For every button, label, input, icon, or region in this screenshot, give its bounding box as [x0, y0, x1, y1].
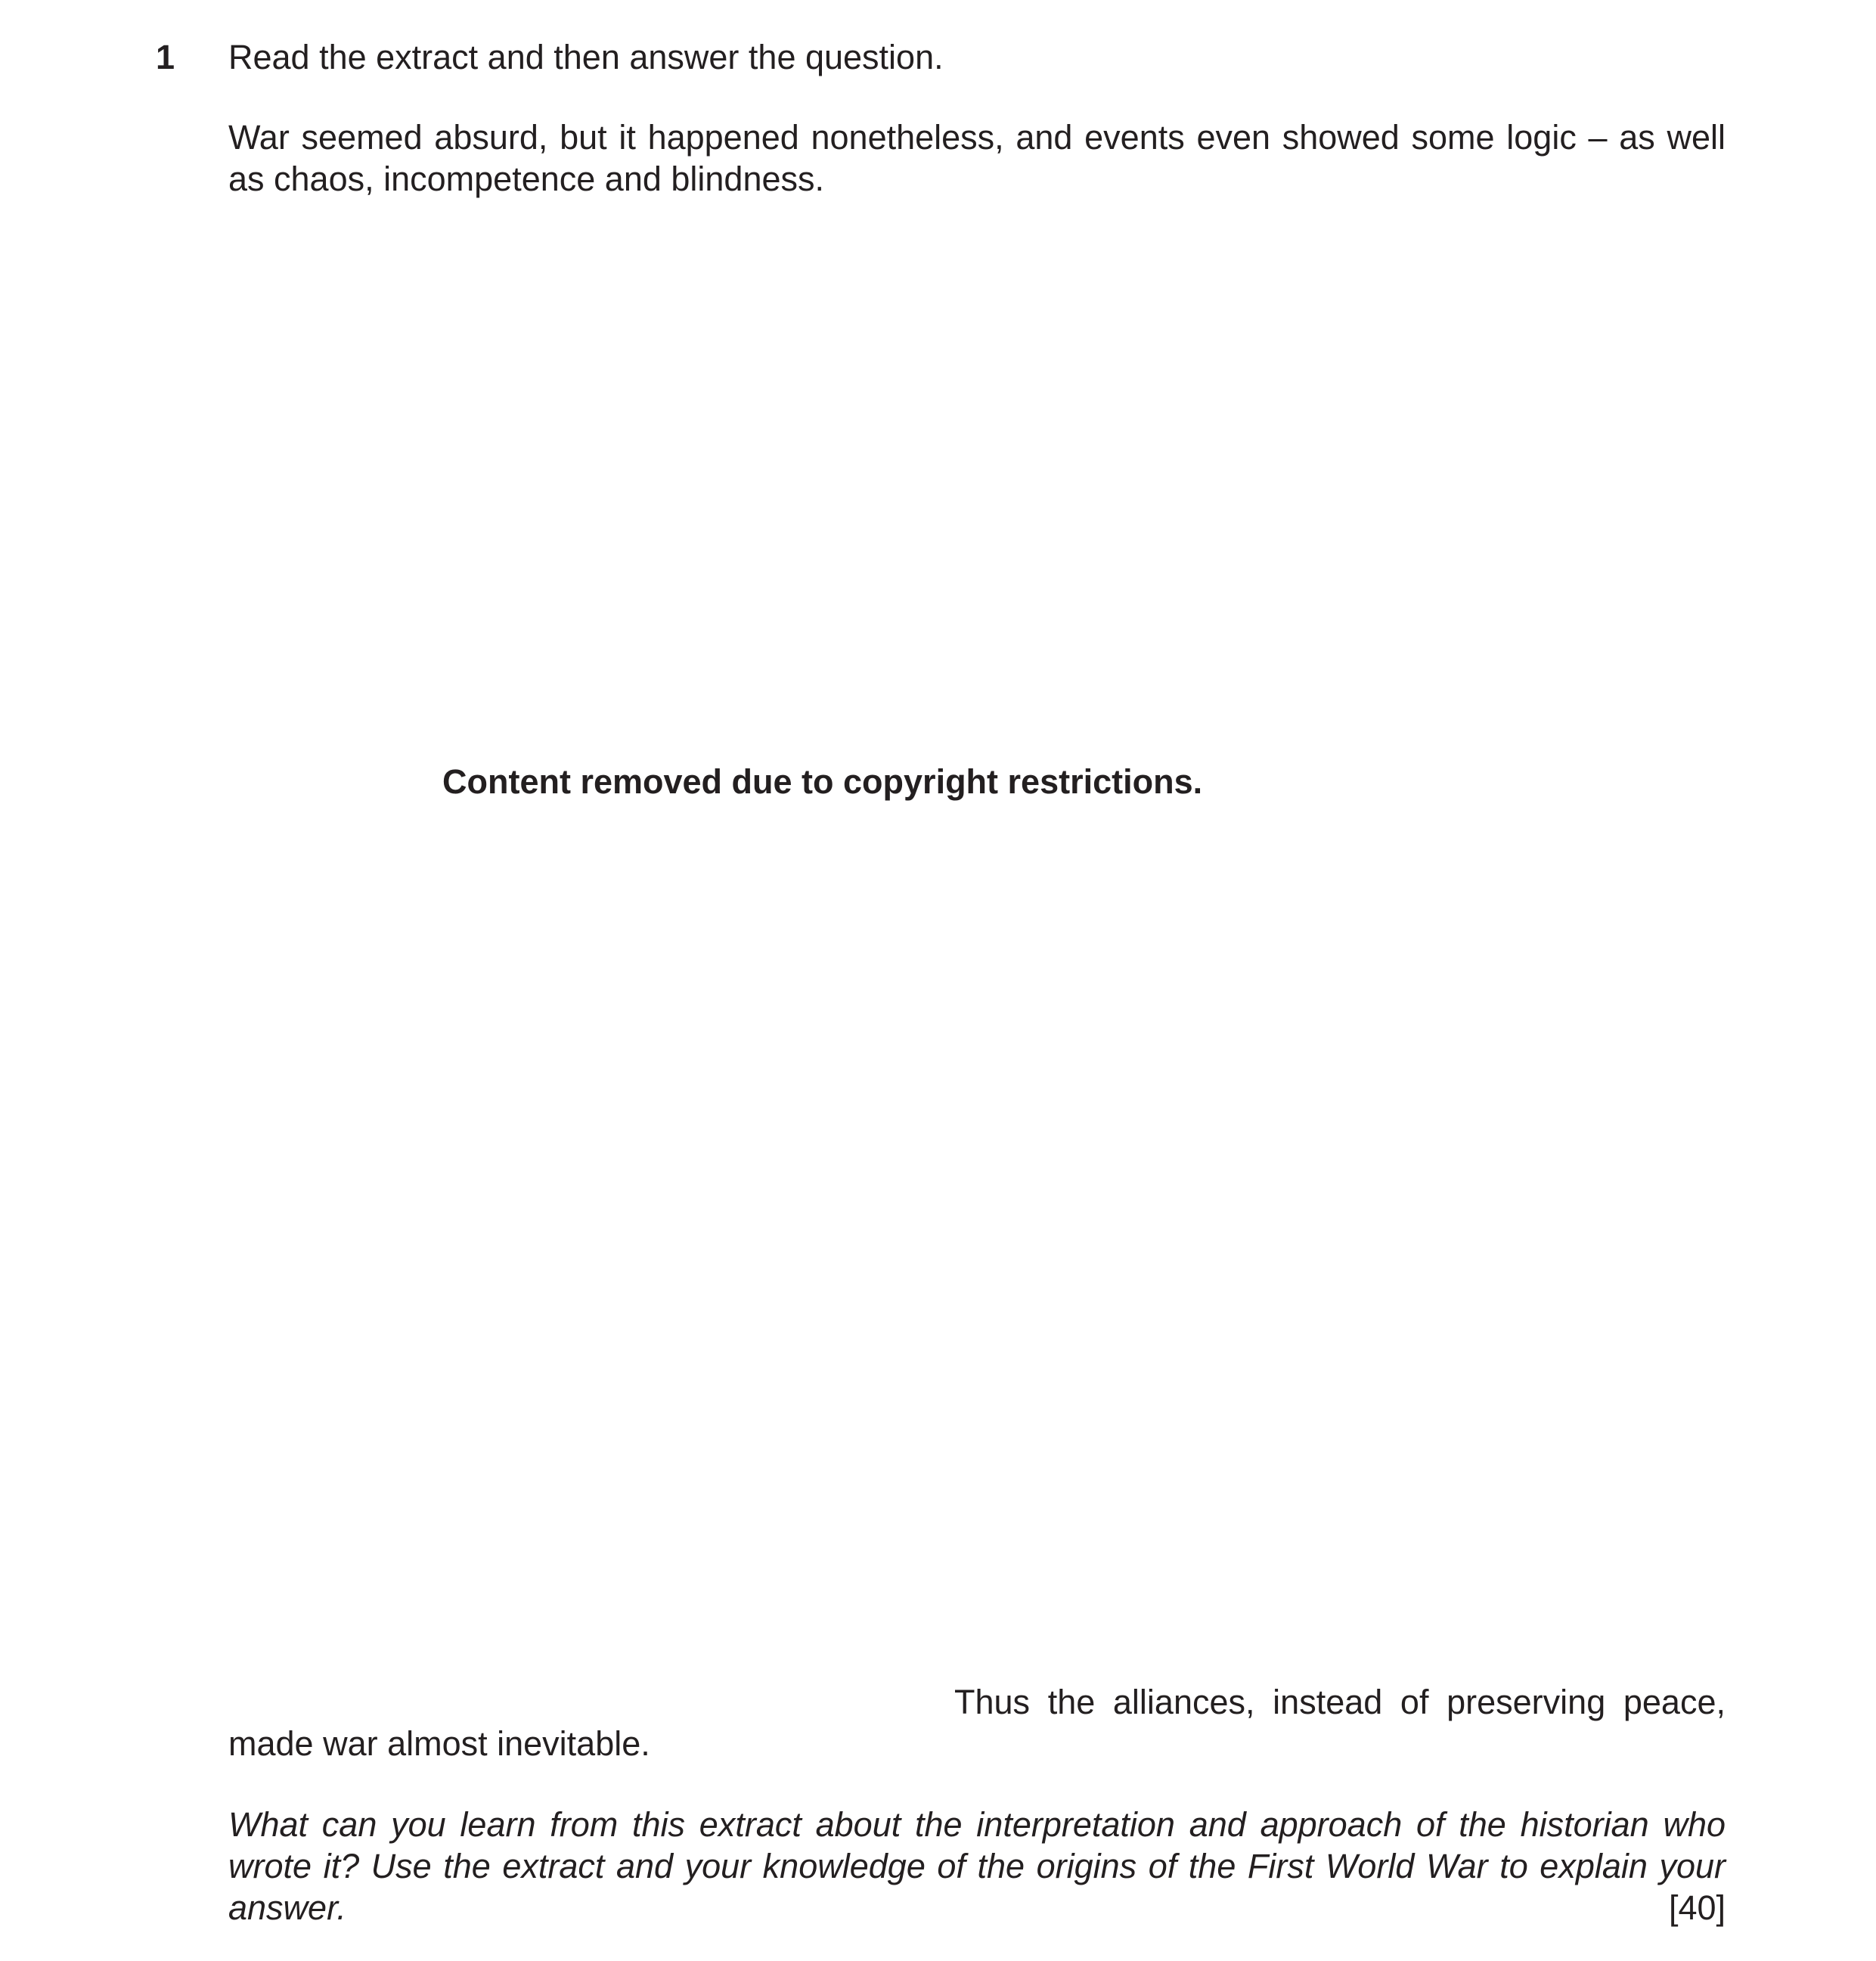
- extract-closing-line-1: Thus the alliances, instead of preserving peace,: [954, 1683, 1726, 1721]
- copyright-removed-notice: Content removed due to copyright restrictions.: [442, 762, 1203, 801]
- question-prompt: What can you learn from this extract about the interpretation and approach of the historian who wrote it? Use the extract and your knowledge of the origins of the First World War to explain your answer.: [228, 1805, 1726, 1927]
- extract-closing-line-2: made war almost inevitable.: [228, 1724, 650, 1763]
- question-instruction: Read the extract and then answer the question.: [228, 38, 944, 76]
- question-marks: [40]: [1668, 1888, 1726, 1927]
- question-number: 1: [156, 38, 175, 76]
- extract-opening-text: War seemed absurd, but it happened nonetheless, and events even showed some logic – as well as chaos, incompetence and blindness.: [228, 118, 1726, 198]
